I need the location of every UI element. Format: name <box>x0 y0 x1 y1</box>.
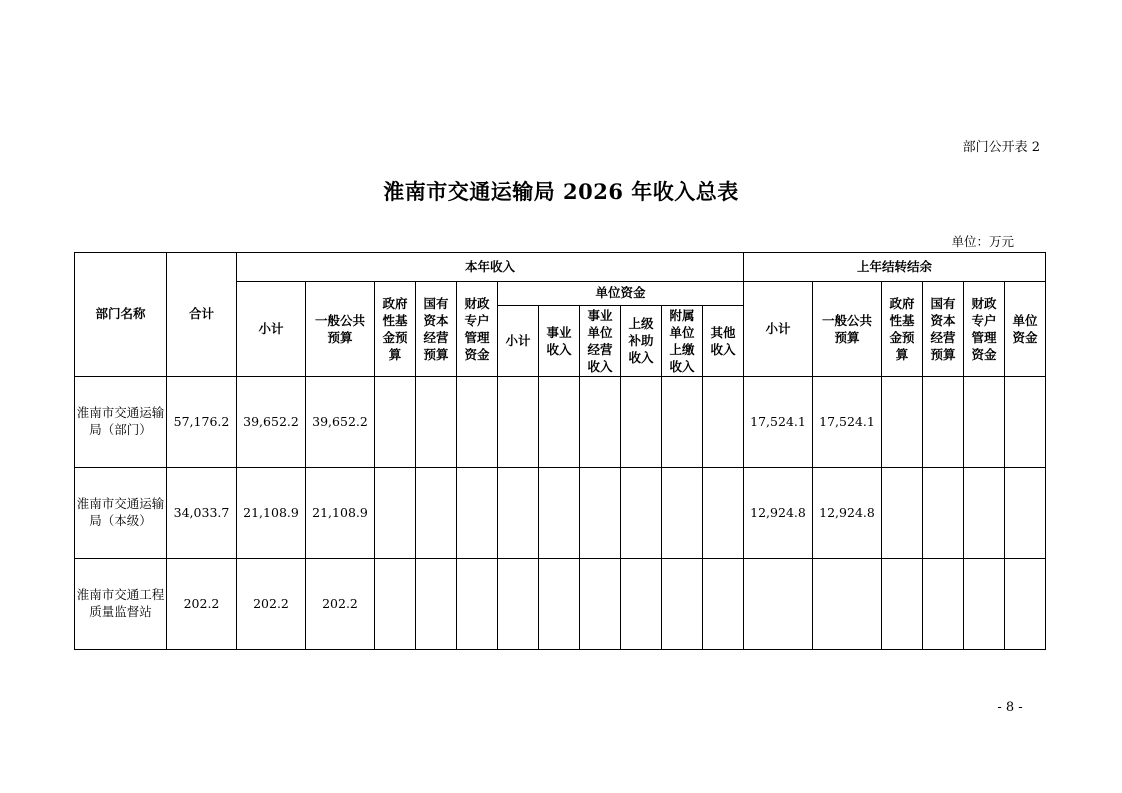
page-title: 淮南市交通运输局 2026 年收入总表 <box>383 179 739 204</box>
total-cell: 57,176.2 <box>167 377 237 468</box>
cy-subtotal-cell: 39,652.2 <box>237 377 306 468</box>
header-py-fiscal-special: 财政专户管理资金 <box>964 282 1005 377</box>
cy-general-budget-cell: 202.2 <box>306 559 375 650</box>
header-total: 合计 <box>167 253 237 377</box>
py-gov-fund-cell <box>882 377 923 468</box>
uf-subsidy-cell <box>621 468 662 559</box>
document-tag: 部门公开表 2 <box>962 140 1040 155</box>
uf-business-cell <box>539 559 580 650</box>
py-unit-funds-cell <box>1005 468 1046 559</box>
py-subtotal-cell: 12,924.8 <box>744 468 813 559</box>
uf-business-cell <box>539 377 580 468</box>
uf-other-cell <box>703 559 744 650</box>
py-subtotal-cell: 17,524.1 <box>744 377 813 468</box>
header-uf-operating: 事业单位经营收入 <box>580 306 621 377</box>
cy-state-capital-cell <box>416 377 457 468</box>
table-row <box>75 559 1046 650</box>
header-py-unit-funds: 单位资金 <box>1005 282 1046 377</box>
py-unit-funds-cell <box>1005 559 1046 650</box>
header-unit-funds: 单位资金 <box>498 282 744 306</box>
header-cy-general-budget: 一般公共预算 <box>306 282 375 377</box>
dept-name-cell: 淮南市交通运输局（本级） <box>75 468 167 559</box>
uf-subtotal-cell <box>498 468 539 559</box>
header-cy-subtotal: 小计 <box>237 282 306 377</box>
cy-subtotal-cell: 21,108.9 <box>237 468 306 559</box>
py-state-capital-cell <box>923 468 964 559</box>
uf-other-cell <box>703 377 744 468</box>
py-general-budget-cell: 12,924.8 <box>813 468 882 559</box>
dept-name-cell: 淮南市交通运输局（部门） <box>75 377 167 468</box>
header-prior-year: 上年结转结余 <box>744 253 1046 282</box>
cy-fiscal-special-cell <box>457 377 498 468</box>
total-cell: 202.2 <box>167 559 237 650</box>
header-py-state-capital: 国有资本经营预算 <box>923 282 964 377</box>
uf-affiliate-cell <box>662 559 703 650</box>
header-cy-state-capital: 国有资本经营预算 <box>416 282 457 377</box>
py-fiscal-special-cell <box>964 468 1005 559</box>
total-cell: 34,033.7 <box>167 468 237 559</box>
uf-operating-cell <box>580 377 621 468</box>
dept-name-cell: 淮南市交通工程质量监督站 <box>75 559 167 650</box>
header-py-gov-fund: 政府性基金预算 <box>882 282 923 377</box>
py-subtotal-cell <box>744 559 813 650</box>
uf-business-cell <box>539 468 580 559</box>
py-general-budget-cell <box>813 559 882 650</box>
py-state-capital-cell <box>923 377 964 468</box>
py-general-budget-cell: 17,524.1 <box>813 377 882 468</box>
cy-subtotal-cell: 202.2 <box>237 559 306 650</box>
uf-subtotal-cell <box>498 559 539 650</box>
cy-gov-fund-cell <box>375 559 416 650</box>
header-uf-other: 其他收入 <box>703 306 744 377</box>
uf-operating-cell <box>580 468 621 559</box>
py-fiscal-special-cell <box>964 559 1005 650</box>
header-cy-fiscal-special: 财政专户管理资金 <box>457 282 498 377</box>
header-uf-subtotal: 小计 <box>498 306 539 377</box>
cy-gov-fund-cell <box>375 468 416 559</box>
cy-state-capital-cell <box>416 559 457 650</box>
header-uf-subsidy: 上级补助收入 <box>621 306 662 377</box>
cy-fiscal-special-cell <box>457 559 498 650</box>
header-uf-business: 事业收入 <box>539 306 580 377</box>
header-py-general-budget: 一般公共预算 <box>813 282 882 377</box>
header-uf-affiliate: 附属单位上缴收入 <box>662 306 703 377</box>
py-gov-fund-cell <box>882 468 923 559</box>
page-number: - 8 - <box>997 700 1023 715</box>
header-dept-name: 部门名称 <box>75 253 167 377</box>
cy-general-budget-cell: 21,108.9 <box>306 468 375 559</box>
uf-subtotal-cell <box>498 377 539 468</box>
uf-subsidy-cell <box>621 559 662 650</box>
header-current-year: 本年收入 <box>237 253 744 282</box>
cy-gov-fund-cell <box>375 377 416 468</box>
table-body <box>75 377 1046 650</box>
cy-general-budget-cell: 39,652.2 <box>306 377 375 468</box>
cy-state-capital-cell <box>416 468 457 559</box>
py-unit-funds-cell <box>1005 377 1046 468</box>
uf-affiliate-cell <box>662 468 703 559</box>
py-state-capital-cell <box>923 559 964 650</box>
py-gov-fund-cell <box>882 559 923 650</box>
income-summary-table <box>74 252 1046 650</box>
unit-label: 单位：万元 <box>951 234 1014 249</box>
uf-operating-cell <box>580 559 621 650</box>
uf-subsidy-cell <box>621 377 662 468</box>
uf-other-cell <box>703 468 744 559</box>
uf-affiliate-cell <box>662 377 703 468</box>
table-row <box>75 468 1046 559</box>
table-row <box>75 377 1046 468</box>
py-fiscal-special-cell <box>964 377 1005 468</box>
header-cy-gov-fund: 政府性基金预算 <box>375 282 416 377</box>
cy-fiscal-special-cell <box>457 468 498 559</box>
header-py-subtotal: 小计 <box>744 282 813 377</box>
